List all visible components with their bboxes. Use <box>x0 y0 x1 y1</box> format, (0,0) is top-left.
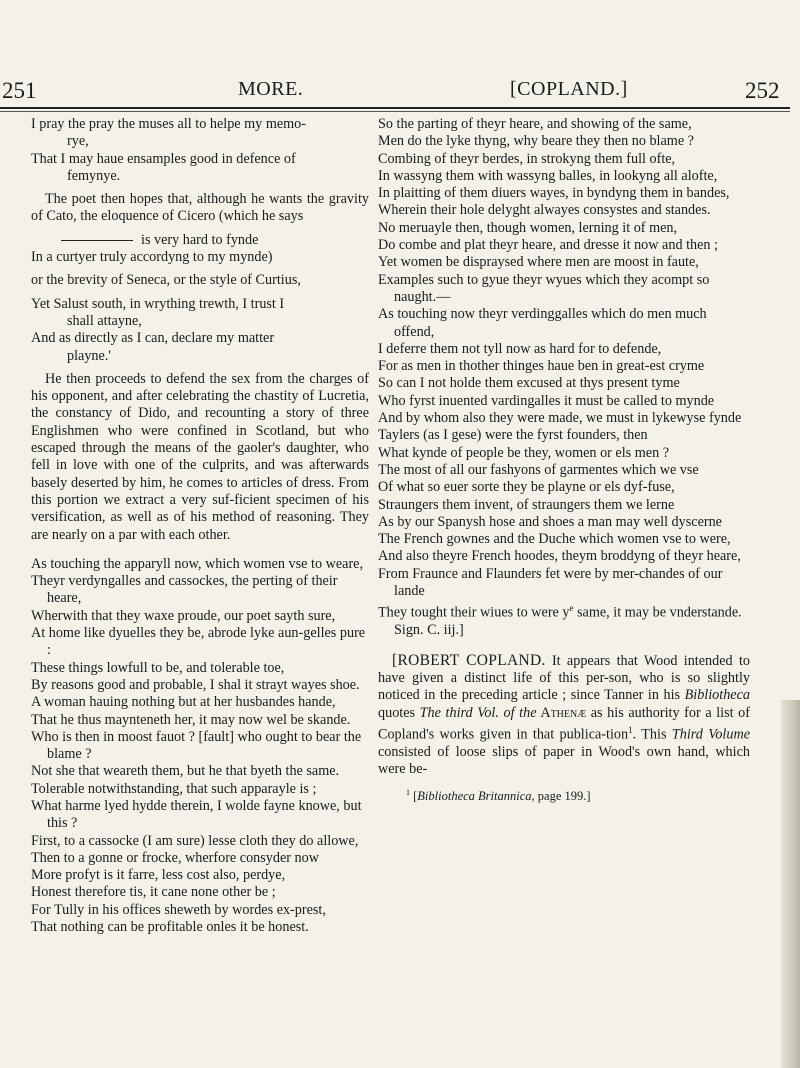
page-number-right: 252 <box>745 78 780 103</box>
verse-line: Who fyrst inuented vardingalles it must be called to mynde <box>378 392 715 409</box>
verse-line: What harme lyed hydde therein, I wolde fayne knowe, but this ? <box>31 797 362 832</box>
verse-line: The most of all our fashyons of garmentes which we vse <box>378 461 699 478</box>
verse-line: Of what so euer sorte they be playne or els dyf-fuse, <box>378 479 675 496</box>
verse-line: So can I not holde them excused at thys present tyme <box>378 375 680 392</box>
page-header <box>0 78 800 108</box>
verse-line: is very hard to fynde <box>31 232 369 249</box>
prose-line: or the brevity of Seneca, or the style of Curtius, <box>31 272 301 289</box>
verse-line: Then to a gonne or frocke, wherfore consyder now <box>31 849 319 866</box>
verse-line: The French gownes and the Duche which women vse to were, <box>378 531 731 548</box>
verse-line: A woman hauing nothing but at her husbandes hande, <box>31 694 336 711</box>
verse-line: What kynde of people be they, women or els men ? <box>378 444 670 461</box>
verse-line: No meruayle then, though women, lerning it of men, <box>378 219 678 236</box>
verse-line: First, to a cassocke (I am sure) lesse cloth they do allowe, <box>31 832 359 849</box>
verse-line: Not she that weareth them, but he that byeth the same. <box>31 763 340 780</box>
verse-line: For Tully in his offices sheweth by wordes ex-prest, <box>31 901 326 918</box>
verse-line: For as men in thother thinges haue ben in great-est cryme <box>378 358 705 375</box>
verse-line: Straungers them invent, of straungers them we lerne <box>378 496 675 513</box>
verse-line: In wassyng them with wassyng balles, in lookyng all alofte, <box>378 167 718 184</box>
verse-line: These things lowfull to be, and tolerable toe, <box>31 659 285 676</box>
verse-line: By reasons good and probable, I shal it strayt wayes shoe. <box>31 676 360 693</box>
verse-line: I pray the pray the muses all to helpe my memo- <box>31 116 307 132</box>
verse-line: At home like dyuelles they be, abrode lyke aun-gelles pure : <box>31 625 366 659</box>
running-title-left: MORE. <box>238 78 304 100</box>
verse-line: And also theyre French hoodes, theym broddyng of theyr heare, <box>378 548 741 565</box>
verse-line: Wherein their hole delyght alwayes consystes and standes. <box>378 202 711 219</box>
page-edge-shadow <box>781 700 800 1068</box>
verse-line: I deferre them not tyll now as hard for to defende, <box>378 340 662 357</box>
verse-line: Tolerable notwithstanding, that such apparayle is ; <box>31 780 317 797</box>
verse-line: Taylers (as I gese) were the fyrst founders, then <box>378 427 648 444</box>
verse-line: As touching the apparyll now, which women vse to weare, <box>31 555 364 572</box>
verse-line: Examples such to gyue theyr wyues which they acompt so naught.— <box>378 271 710 305</box>
verse-line: Honest therefore tis, it cane none other be ; <box>31 884 276 901</box>
biography-paragraph: [ROBERT COPLAND. It appears that Wood intended to have given a distinct life of this per-son, who is so slightly noticed in the preceding article ; since Tanner in his Bibliotheca quotes The third Vol. of the Athenæ as his authority for a list of Copland's works given in that publica-tion$^1$. This Third Volume consisted of loose slips of paper in Wood's own hand, which were be- <box>378 651 751 778</box>
running-title-right: [COPLAND.] <box>510 78 628 100</box>
verse-line: Yet women be dispraysed where men are moost in faute, <box>378 254 699 271</box>
verse-line: So the parting of theyr heare, and showing of the same, <box>378 116 692 132</box>
footnote-ref: 1 <box>628 724 633 735</box>
verse-line: playne.' <box>67 347 111 364</box>
biography-heading: [ROBERT COPLAND. <box>392 651 546 669</box>
em-dash-rule <box>61 240 133 241</box>
prose-paragraph: The poet then hopes that, although he wants the gravity of Cato, the eloquence of Cicero (which he says <box>31 191 369 225</box>
page-number-left: 251 <box>2 78 37 103</box>
verse-line: Yet Salust south, in wrything trewth, I trust I <box>31 295 285 312</box>
header-rule-thin <box>0 111 790 112</box>
verse-line: femynye. <box>67 167 121 184</box>
verse-line: Wherwith that they waxe proude, our poet sayth sure, <box>31 607 336 624</box>
verse-line: rye, <box>67 133 89 150</box>
right-column <box>378 116 756 806</box>
verse-line: Men do the lyke thyng, why beare they then no blame ? <box>378 133 694 150</box>
verse-line: Theyr verdyngalles and cassockes, the perting of their heare, <box>31 573 338 607</box>
verse-line: Combing of theyr berdes, in strokyng them full ofte, <box>378 150 676 167</box>
verse-line: And by whom also they were made, we must in lykewyse fynde <box>378 410 742 427</box>
verse-line: That I may haue ensamples good in defence of <box>31 150 296 167</box>
verse-line: From Fraunce and Flaunders fet were by mer-chandes of our lande <box>378 565 723 600</box>
verse-line: Who is then in moost fauot ? [fault] who ought to bear the blame ? <box>31 728 362 763</box>
verse-line: That he thus maynteneth her, it may now wel be skande. <box>31 711 351 728</box>
verse-line: That nothing can be profitable onles it be honest. <box>31 919 309 936</box>
verse-line: As by our Spanysh hose and shoes a man may well dyscerne <box>378 513 722 530</box>
verse-line: As touching now theyr verdinggalles which do men much offend, <box>378 306 707 340</box>
prose-paragraph: He then proceeds to defend the sex from the charges of his opponent, and after celebrating the chastity of Lucretia, the constancy of Dido, and recounting a story of three Englishmen who were confined in Scotland, but who escaped through the means of the gaoler's daughter, who fell in love with one of the culprits, and was afterwards basely deserted by him, he comes to articles of dress. From this portion we extract a very suf-ficient specimen of his versification, as well as of his method of reasoning. They are nearly on a par with each other. <box>31 370 369 543</box>
verse-line: More profyt is it farre, less cost also, perdye, <box>31 867 286 884</box>
header-rule <box>0 107 790 109</box>
left-column <box>31 116 369 936</box>
verse-line: In a curtyer truly accordyng to my mynde) <box>31 249 273 266</box>
verse-line: Do combe and plat theyr heare, and dresse it now and then ; <box>378 237 718 254</box>
footnote: $^1$ [Bibliotheca Britannica, page 199.] <box>406 788 591 804</box>
verse-line: They tought their wiues to were $y^e$ same, it may be vnderstande. Sign. C. iij.] <box>378 603 756 639</box>
verse-line: shall attayne, <box>67 312 142 329</box>
verse-line: In plaitting of them diuers wayes, in byndyng them in bandes, <box>378 185 730 202</box>
verse-line: And as directly as I can, declare my matter <box>31 330 275 347</box>
